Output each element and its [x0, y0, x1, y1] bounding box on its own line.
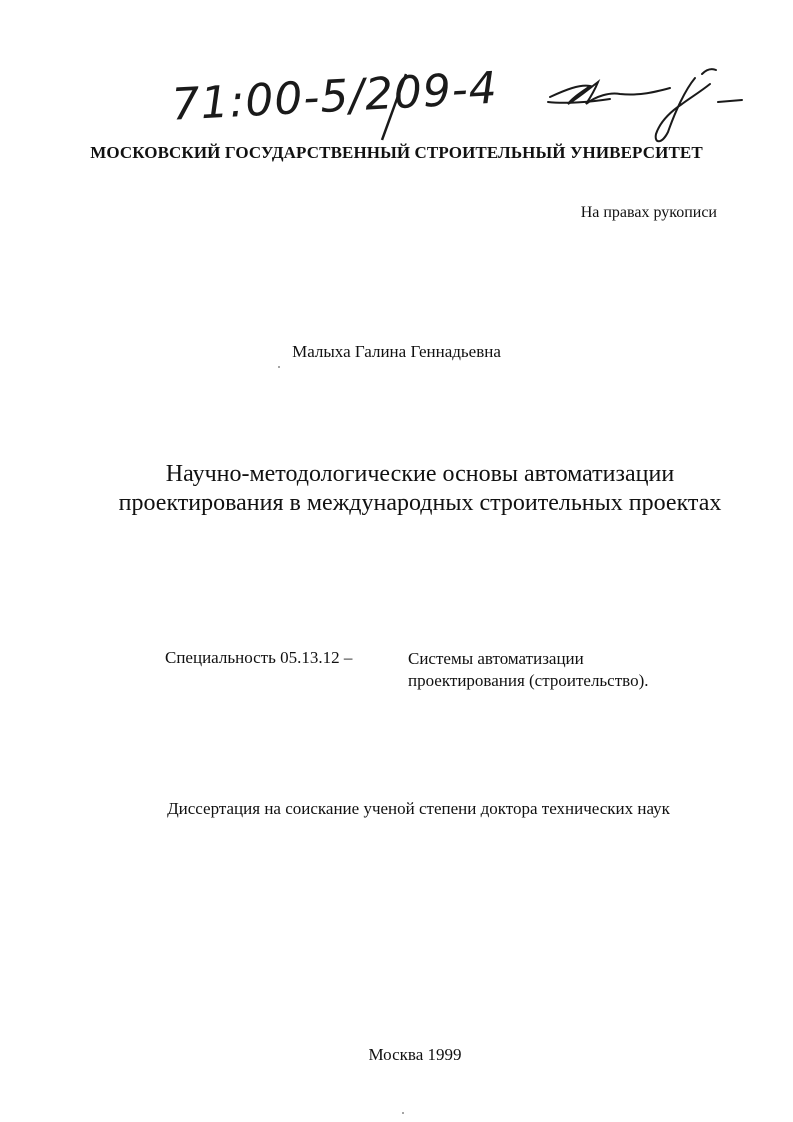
author-name: Малыха Галина Геннадьевна	[292, 342, 501, 361]
handwritten-catalog-svg	[170, 62, 750, 147]
signature-mark	[548, 69, 742, 141]
specialty-value	[408, 648, 648, 692]
degree-statement: Диссертация на соискание ученой степени доктора технических наук	[167, 799, 670, 818]
rights-note: На правах рукописи	[580, 204, 717, 221]
scan-speck	[402, 1112, 404, 1114]
city-year: Москва 1999	[368, 1045, 462, 1064]
scan-speck	[278, 366, 280, 368]
handwritten-catalog-mark	[170, 62, 750, 147]
specialty-value-line1: Системы автоматизации	[408, 649, 584, 668]
university-name: МОСКОВСКИЙ ГОСУДАРСТВЕННЫЙ СТРОИТЕЛЬНЫЙ УНИВЕРСИТЕТ	[90, 143, 703, 162]
specialty-label: Специальность 05.13.12 –	[165, 648, 353, 667]
specialty-value-line2: проектирования (строительство).	[408, 671, 649, 690]
thesis-title: Научно-методологические основы автоматизации проектирования в международных строительных проектах	[118, 461, 722, 516]
catalog-number-text: 71:00-5/209-4	[170, 62, 499, 131]
